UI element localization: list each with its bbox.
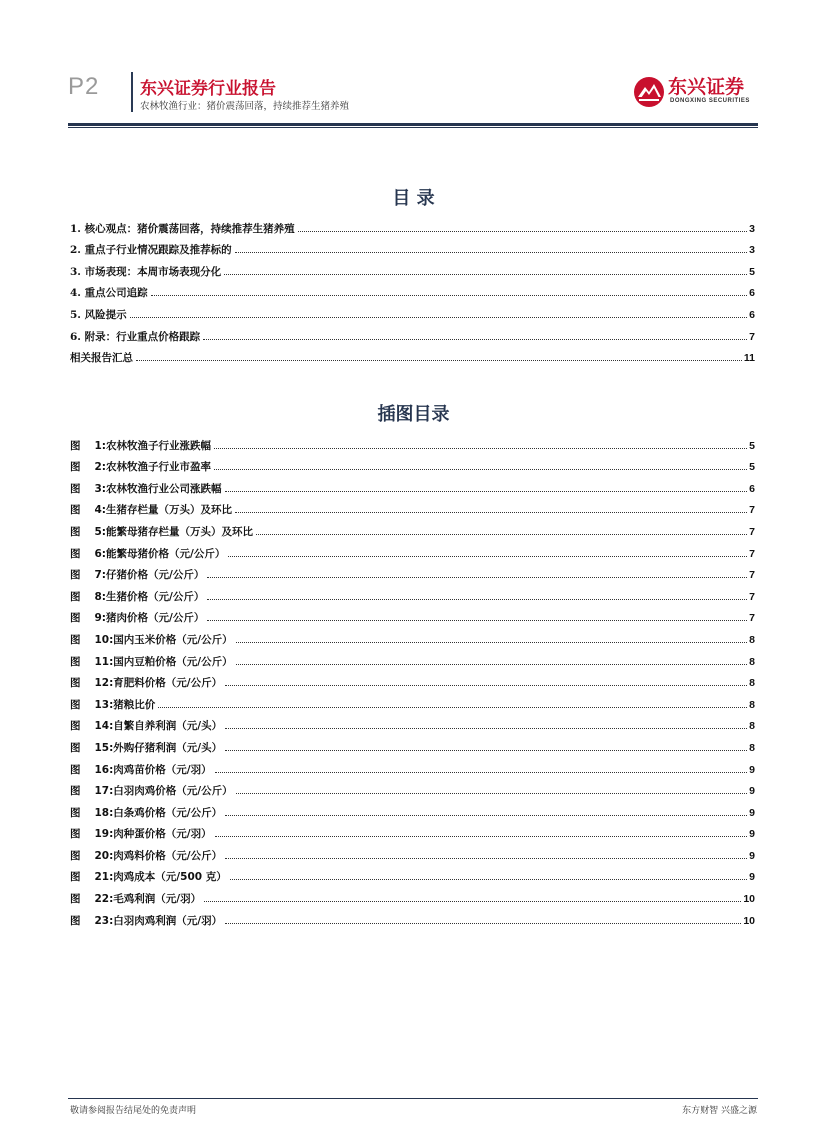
entry-label <box>70 914 224 928</box>
leader-dots <box>158 706 747 708</box>
figure-entry[interactable] <box>70 582 755 604</box>
leader-dots <box>225 684 747 686</box>
entry-text: 21:肉鸡成本（元/500 克） <box>94 871 227 884</box>
figures-list <box>70 431 755 928</box>
leader-dots <box>235 251 748 253</box>
toc-entry[interactable] <box>70 236 755 258</box>
entry-text: 20:肉鸡料价格（元/公斤） <box>94 849 223 862</box>
figure-prefix: 图 <box>70 482 81 495</box>
entry-label <box>70 719 224 733</box>
leader-dots <box>203 338 747 340</box>
leader-dots <box>228 555 747 557</box>
entry-page-number: 6 <box>749 287 755 300</box>
entry-text: 12:育肥料价格（元/公斤） <box>94 677 223 690</box>
figure-prefix: 图 <box>70 525 81 538</box>
figure-prefix: 图 <box>70 828 81 841</box>
entry-text: 7:仔猪价格（元/公斤） <box>94 569 205 582</box>
leader-dots <box>207 619 747 621</box>
entry-page-number: 10 <box>743 893 755 906</box>
entry-text: 6. 附录：行业重点价格跟踪 <box>70 330 201 343</box>
entry-text: 14:自繁自养利润（元/头） <box>94 720 223 733</box>
entry-page-number: 8 <box>749 633 755 646</box>
footer-rule <box>68 1098 758 1099</box>
leader-dots <box>225 814 747 816</box>
entry-label <box>70 870 229 884</box>
entry-page-number: 5 <box>749 439 755 452</box>
entry-text: 18:白条鸡价格（元/公斤） <box>94 806 223 819</box>
leader-dots <box>207 576 747 578</box>
entry-text: 11:国内豆粕价格（元/公斤） <box>94 655 233 668</box>
entry-label <box>70 633 235 647</box>
logo-english-text: DONGXING SECURITIES <box>670 98 750 104</box>
leader-dots <box>214 447 747 449</box>
entry-label <box>70 243 234 257</box>
entry-text: 19:肉种蛋价格（元/羽） <box>94 828 212 841</box>
entry-label <box>70 265 223 279</box>
logo-text: 东兴证券 <box>668 76 745 98</box>
entry-label <box>70 698 157 712</box>
figure-prefix: 图 <box>70 677 81 690</box>
entry-label <box>70 741 224 755</box>
figure-entry[interactable] <box>70 669 755 691</box>
figure-prefix: 图 <box>70 893 81 906</box>
figure-entry[interactable] <box>70 690 755 712</box>
leader-dots <box>130 316 748 318</box>
entry-page-number: 7 <box>749 525 755 538</box>
toc-entry[interactable] <box>70 257 755 279</box>
entry-page-number: 7 <box>749 504 755 517</box>
entry-page-number: 7 <box>749 569 755 582</box>
figure-entry[interactable] <box>70 453 755 475</box>
entry-page-number: 6 <box>749 308 755 321</box>
report-subtitle: 农林牧渔行业：猪价震荡回落，持续推荐生猪养殖 <box>140 101 350 112</box>
entry-text: 9:猪肉价格（元/公斤） <box>94 612 205 625</box>
entry-page-number: 7 <box>749 590 755 603</box>
figure-prefix: 图 <box>70 720 81 733</box>
entry-page-number: 9 <box>749 785 755 798</box>
entry-label <box>70 849 224 863</box>
figure-prefix: 图 <box>70 849 81 862</box>
entry-label <box>70 547 227 561</box>
figure-prefix: 图 <box>70 698 81 711</box>
entry-label <box>70 611 206 625</box>
logo-emblem-icon <box>633 76 665 108</box>
entry-label <box>70 568 206 582</box>
entry-page-number: 9 <box>749 828 755 841</box>
leader-dots <box>214 468 747 470</box>
entry-text: 17:白羽肉鸡价格（元/公斤） <box>94 785 233 798</box>
footer-disclaimer: 敬请参阅报告结尾处的免责声明 <box>70 1106 197 1116</box>
entry-page-number: 3 <box>749 244 755 257</box>
entry-text: 1. 核心观点：猪价震荡回落，持续推荐生猪养殖 <box>70 222 295 235</box>
figure-prefix: 图 <box>70 806 81 819</box>
entry-label <box>70 784 235 798</box>
figure-prefix: 图 <box>70 655 81 668</box>
leader-dots <box>215 771 748 773</box>
figure-entry[interactable] <box>70 884 755 906</box>
entry-page-number: 7 <box>749 330 755 343</box>
figure-entry[interactable] <box>70 496 755 518</box>
entry-label <box>70 308 129 322</box>
toc-title: 目 录 <box>392 188 435 209</box>
entry-page-number: 8 <box>749 720 755 733</box>
entry-text: 6:能繁母猪价格（元/公斤） <box>94 547 226 560</box>
figure-prefix: 图 <box>70 590 81 603</box>
leader-dots <box>256 533 747 535</box>
entry-text: 10:国内玉米价格（元/公斤） <box>94 633 233 646</box>
leader-dots <box>225 749 747 751</box>
toc-list <box>70 214 755 365</box>
entry-label <box>70 827 214 841</box>
footer-slogan: 东方财智 兴盛之源 <box>682 1106 757 1116</box>
entry-text: 1:农林牧渔子行业涨跌幅 <box>94 439 212 452</box>
leader-dots <box>236 792 748 794</box>
leader-dots <box>225 857 747 859</box>
leader-dots <box>236 641 748 643</box>
entry-page-number: 8 <box>749 677 755 690</box>
entry-text: 2:农林牧渔子行业市盈率 <box>94 461 212 474</box>
report-title: 东兴证券行业报告 <box>140 79 276 99</box>
leader-dots <box>235 511 747 513</box>
entry-page-number: 3 <box>749 222 755 235</box>
figure-prefix: 图 <box>70 871 81 884</box>
entry-text: 3. 市场表现：本周市场表现分化 <box>70 265 222 278</box>
figures-title: 插图目录 <box>377 404 450 425</box>
figure-prefix: 图 <box>70 741 81 754</box>
figure-entry[interactable] <box>70 712 755 734</box>
figure-entry[interactable] <box>70 863 755 885</box>
figure-prefix: 图 <box>70 633 81 646</box>
entry-page-number: 7 <box>749 612 755 625</box>
figure-prefix: 图 <box>70 569 81 582</box>
entry-label <box>70 590 206 604</box>
company-logo <box>633 74 763 114</box>
figure-entry[interactable] <box>70 798 755 820</box>
toc-entry[interactable] <box>70 322 755 344</box>
leader-dots <box>204 900 741 902</box>
figure-entry[interactable] <box>70 604 755 626</box>
leader-dots <box>136 359 742 361</box>
entry-page-number: 7 <box>749 547 755 560</box>
figure-entry[interactable] <box>70 431 755 453</box>
entry-page-number: 5 <box>749 265 755 278</box>
entry-text: 22:毛鸡利润（元/羽） <box>94 893 202 906</box>
entry-page-number: 6 <box>749 482 755 495</box>
leader-dots <box>225 490 748 492</box>
toc-entry[interactable] <box>70 300 755 322</box>
entry-page-number: 5 <box>749 461 755 474</box>
leader-dots <box>224 273 747 275</box>
entry-text: 13:猪粮比价 <box>94 698 156 711</box>
figure-prefix: 图 <box>70 612 81 625</box>
figure-entry[interactable] <box>70 561 755 583</box>
entry-page-number: 8 <box>749 741 755 754</box>
figure-prefix: 图 <box>70 785 81 798</box>
entry-text: 4. 重点公司追踪 <box>70 287 148 300</box>
entry-label <box>70 676 224 690</box>
entry-page-number: 10 <box>743 914 755 927</box>
entry-page-number: 8 <box>749 698 755 711</box>
figure-prefix: 图 <box>70 763 81 776</box>
entry-text: 5:能繁母猪存栏量（万头）及环比 <box>94 525 254 538</box>
entry-label <box>70 482 224 496</box>
figure-entry[interactable] <box>70 539 755 561</box>
entry-text: 8:生猪价格（元/公斤） <box>94 590 205 603</box>
figure-prefix: 图 <box>70 547 81 560</box>
entry-text: 5. 风险提示 <box>70 308 127 321</box>
header-rule-thin <box>68 127 758 128</box>
figure-entry[interactable] <box>70 733 755 755</box>
leader-dots <box>230 878 747 880</box>
entry-text: 15:外购仔猪利润（元/头） <box>94 741 223 754</box>
entry-label <box>70 222 297 236</box>
entry-label <box>70 763 214 777</box>
figure-entry[interactable] <box>70 906 755 928</box>
entry-page-number: 11 <box>743 352 755 365</box>
toc-entry[interactable] <box>70 214 755 236</box>
entry-label <box>70 439 213 453</box>
toc-entry[interactable] <box>70 279 755 301</box>
entry-text: 3:农林牧渔行业公司涨跌幅 <box>94 482 222 495</box>
entry-text: 2. 重点子行业情况跟踪及推荐标的 <box>70 244 232 257</box>
leader-dots <box>298 230 748 232</box>
entry-page-number: 9 <box>749 763 755 776</box>
entry-page-number: 9 <box>749 806 755 819</box>
leader-dots <box>236 663 748 665</box>
figure-entry[interactable] <box>70 517 755 539</box>
header-rule-thick <box>68 123 758 126</box>
entry-text: 16:肉鸡苗价格（元/羽） <box>94 763 212 776</box>
entry-text: 相关报告汇总 <box>70 352 133 365</box>
entry-label <box>70 351 135 365</box>
entry-page-number: 8 <box>749 655 755 668</box>
figure-entry[interactable] <box>70 820 755 842</box>
entry-label <box>70 655 235 669</box>
figure-entry[interactable] <box>70 647 755 669</box>
figure-prefix: 图 <box>70 914 81 927</box>
figure-entry[interactable] <box>70 625 755 647</box>
figure-prefix: 图 <box>70 461 81 474</box>
page-header <box>0 0 827 130</box>
leader-dots <box>215 835 748 837</box>
leader-dots <box>225 922 741 924</box>
entry-label <box>70 525 255 539</box>
entry-page-number: 9 <box>749 871 755 884</box>
figure-prefix: 图 <box>70 504 81 517</box>
entry-text: 23:白羽肉鸡利润（元/羽） <box>94 914 223 927</box>
toc-entry[interactable] <box>70 344 755 366</box>
figure-entry[interactable] <box>70 755 755 777</box>
entry-label <box>70 892 203 906</box>
header-divider <box>131 72 133 112</box>
page-number: P2 <box>68 73 100 100</box>
entry-label <box>70 286 150 300</box>
leader-dots <box>225 727 747 729</box>
figure-entry[interactable] <box>70 841 755 863</box>
figure-prefix: 图 <box>70 439 81 452</box>
entry-label <box>70 806 224 820</box>
entry-text: 4:生猪存栏量（万头）及环比 <box>94 504 233 517</box>
leader-dots <box>207 598 747 600</box>
entry-page-number: 9 <box>749 849 755 862</box>
leader-dots <box>151 294 748 296</box>
figure-entry[interactable] <box>70 474 755 496</box>
entry-label <box>70 503 234 517</box>
entry-label <box>70 330 202 344</box>
figure-entry[interactable] <box>70 777 755 799</box>
entry-label <box>70 460 213 474</box>
